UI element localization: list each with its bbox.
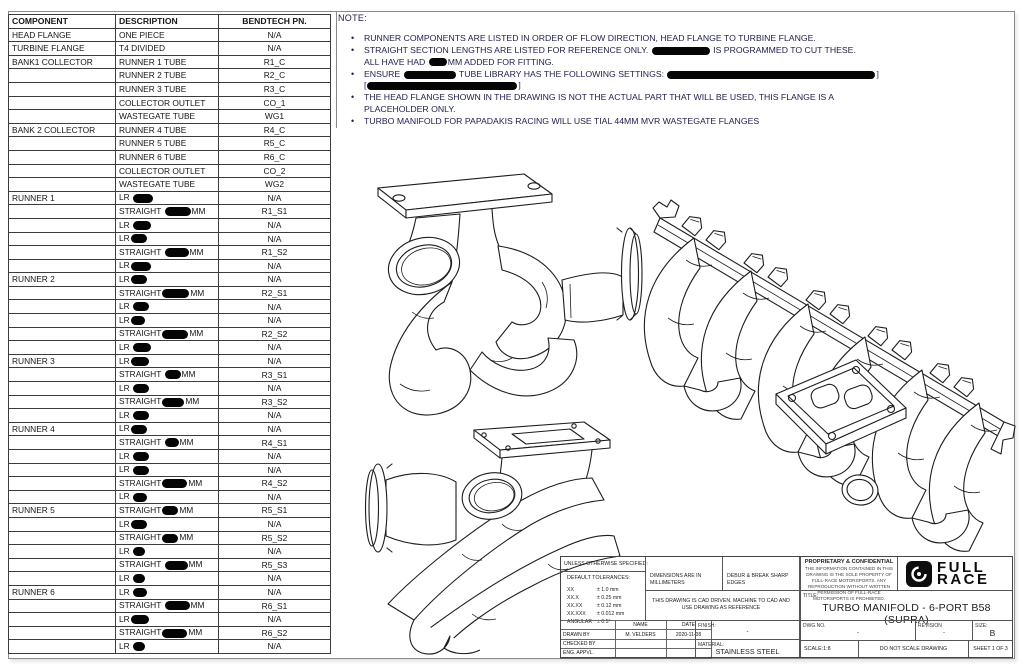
bendtech-pn-cell: N/A — [218, 613, 330, 627]
table-row — [9, 28, 331, 42]
dwg-no-label: DWG NO. — [803, 622, 826, 629]
tolerance-row: XX.X ± 0.25 mm — [567, 595, 622, 602]
bendtech-pn-cell: R6_C — [218, 150, 330, 164]
bendtech-pn-cell: R5_S3 — [218, 558, 330, 572]
description-cell: LR — [115, 259, 218, 273]
redacted-text — [165, 248, 189, 257]
do-not-scale-cell — [858, 640, 969, 658]
bendtech-pn-cell: R2_S1 — [218, 286, 330, 300]
bendtech-pn-cell: N/A — [218, 450, 330, 464]
table-row — [9, 286, 331, 300]
bendtech-pn-cell: R6_S2 — [218, 626, 330, 640]
bendtech-pn-cell: N/A — [218, 28, 330, 42]
finish-value: - — [746, 629, 749, 635]
name-header: NAME — [615, 621, 666, 630]
notes-list — [338, 33, 1010, 127]
table-row — [9, 450, 331, 464]
note-item: • ENSURE TUBE LIBRARY HAS THE FOLLOWING SETTINGS: ] [ ] — [338, 69, 1010, 92]
component-cell: BANK 2 COLLECTOR — [9, 123, 116, 137]
component-cell — [9, 300, 116, 314]
default-tolerances-label: DEFAULT TOLERANCES: — [567, 575, 631, 581]
bendtech-pn-cell: N/A — [218, 640, 330, 654]
redacted-text — [133, 194, 153, 203]
redacted-text — [133, 466, 149, 475]
table-row — [9, 82, 331, 96]
table-row — [9, 327, 331, 341]
bendtech-pn-cell: R4_S1 — [218, 436, 330, 450]
table-row — [9, 164, 331, 178]
notes-block — [338, 13, 1010, 128]
component-cell: RUNNER 2 — [9, 273, 116, 287]
table-row — [9, 96, 331, 110]
redacted-text — [131, 316, 145, 325]
sheet-number: SHEET 1 OF 3 — [973, 646, 1008, 652]
revision-label: REVISION — [918, 622, 942, 629]
bendtech-pn-cell: R1_S2 — [218, 246, 330, 260]
component-cell — [9, 69, 116, 83]
redacted-text — [131, 615, 149, 624]
notes-label: NOTE: — [338, 13, 368, 23]
table-row — [9, 490, 331, 504]
redacted-text — [131, 520, 147, 529]
description-cell: RUNNER 5 TUBE — [115, 137, 218, 151]
table-row — [9, 517, 331, 531]
table-header-row — [9, 15, 331, 29]
component-cell — [9, 286, 116, 300]
redacted-text — [165, 207, 191, 216]
description-cell: LR — [115, 232, 218, 246]
description-cell: T4 DIVIDED — [115, 42, 218, 56]
checked-by-label: CHECKED BY — [561, 639, 616, 648]
table-row — [9, 191, 331, 205]
redacted-text — [131, 262, 151, 271]
component-cell — [9, 599, 116, 613]
bendtech-pn-cell: R5_C — [218, 137, 330, 151]
redacted-text — [133, 493, 147, 502]
table-row — [9, 123, 331, 137]
redacted-text — [131, 275, 147, 284]
bendtech-pn-cell: N/A — [218, 382, 330, 396]
bendtech-pn-cell: N/A — [218, 42, 330, 56]
material-value: STAINLESS STEEL — [715, 647, 780, 656]
component-cell — [9, 150, 116, 164]
table-row — [9, 558, 331, 572]
description-cell: STRAIGHT MM — [115, 599, 218, 613]
table-row — [9, 314, 331, 328]
table-row — [9, 300, 331, 314]
component-cell — [9, 572, 116, 586]
redacted-text — [162, 479, 187, 488]
redacted-text — [133, 221, 151, 230]
component-cell — [9, 341, 116, 355]
redacted-text — [133, 411, 149, 420]
component-cell — [9, 477, 116, 491]
description-cell: LR — [115, 354, 218, 368]
component-table-body — [9, 28, 331, 653]
redacted-text — [165, 601, 190, 610]
description-cell: LR — [115, 218, 218, 232]
material-label: MATERIAL: — [698, 641, 725, 648]
table-row — [9, 55, 331, 69]
description-cell: LR — [115, 314, 218, 328]
bendtech-pn-cell: R2_S2 — [218, 327, 330, 341]
component-cell — [9, 517, 116, 531]
bendtech-pn-cell: WG2 — [218, 178, 330, 192]
description-cell: STRAIGHT MM — [115, 477, 218, 491]
component-cell — [9, 110, 116, 124]
description-cell: LR — [115, 382, 218, 396]
bendtech-pn-cell: R2_C — [218, 69, 330, 83]
table-row — [9, 69, 331, 83]
size-cell — [972, 620, 1013, 641]
description-cell: LR — [115, 572, 218, 586]
table-row — [9, 395, 331, 409]
size-value: B — [989, 628, 996, 638]
description-cell: STRAIGHT MM — [115, 368, 218, 382]
description-cell: LR — [115, 300, 218, 314]
table-row — [9, 436, 331, 450]
redacted-text — [162, 289, 189, 298]
redacted-text — [162, 629, 187, 638]
component-cell: TURBINE FLANGE — [9, 42, 116, 56]
bendtech-pn-cell: N/A — [218, 572, 330, 586]
drawing-title: TURBO MANIFOLD - 6-PORT B58 (SUPRA) — [822, 602, 991, 626]
description-cell: RUNNER 1 TUBE — [115, 55, 218, 69]
debur-note-cell — [722, 556, 800, 591]
description-cell: LR — [115, 191, 218, 205]
bendtech-pn-cell: N/A — [218, 545, 330, 559]
date-header: DATE — [666, 621, 711, 630]
finish-label: FINISH: — [698, 622, 716, 629]
bendtech-pn-cell: N/A — [218, 517, 330, 531]
description-cell: STRAIGHT MM — [115, 558, 218, 572]
description-cell: LR — [115, 517, 218, 531]
description-cell: LR — [115, 463, 218, 477]
full-race-logo — [906, 558, 990, 588]
scale-cell — [800, 640, 859, 658]
col-header-bendtech-pn: BENDTECH PN. — [218, 15, 330, 29]
description-cell: LR — [115, 585, 218, 599]
bendtech-pn-cell: N/A — [218, 218, 330, 232]
description-cell: STRAIGHT MM — [115, 395, 218, 409]
component-cell — [9, 327, 116, 341]
component-cell: RUNNER 1 — [9, 191, 116, 205]
table-row — [9, 150, 331, 164]
bendtech-pn-cell: N/A — [218, 191, 330, 205]
bendtech-pn-cell: R3_S1 — [218, 368, 330, 382]
bendtech-pn-cell: N/A — [218, 463, 330, 477]
bendtech-pn-cell: R5_S1 — [218, 504, 330, 518]
description-cell: ONE PIECE — [115, 28, 218, 42]
component-cell — [9, 545, 116, 559]
table-row — [9, 137, 331, 151]
brand-word-full: FULL — [937, 558, 986, 576]
component-cell — [9, 409, 116, 423]
title-label: TITLE: — [803, 592, 819, 599]
drawn-by-name: M. VELDERS — [615, 630, 666, 639]
table-row — [9, 504, 331, 518]
unless-otherwise-label: UNLESS OTHERWISE SPECIFIED: — [564, 561, 648, 567]
bendtech-pn-cell: N/A — [218, 490, 330, 504]
tolerance-row: ANGULAR ± 0.5° — [567, 619, 611, 626]
proprietary-title: PROPRIETARY & CONFIDENTIAL — [804, 559, 894, 565]
description-cell: RUNNER 6 TUBE — [115, 150, 218, 164]
component-table — [8, 14, 331, 654]
bendtech-pn-cell: N/A — [218, 314, 330, 328]
description-cell: STRAIGHT MM — [115, 436, 218, 450]
table-row — [9, 178, 331, 192]
description-cell: STRAIGHT MM — [115, 504, 218, 518]
material-cell — [695, 639, 800, 658]
redacted-text — [133, 302, 149, 311]
component-cell — [9, 640, 116, 654]
bendtech-pn-cell: N/A — [218, 341, 330, 355]
redacted-text — [165, 370, 181, 379]
description-cell: STRAIGHT MM — [115, 205, 218, 219]
table-row — [9, 218, 331, 232]
note-item: • TURBO MANIFOLD FOR PAPADAKIS RACING WILL USE TIAL 44MM MVR WASTEGATE FLANGES — [338, 116, 1010, 127]
redacted-text — [652, 47, 710, 55]
component-cell — [9, 450, 116, 464]
redacted-text — [133, 452, 149, 461]
component-cell: RUNNER 3 — [9, 354, 116, 368]
table-row — [9, 409, 331, 423]
tolerance-row: XX ± 1.0 mm — [567, 587, 619, 593]
redacted-text — [165, 561, 188, 570]
note-item: • RUNNER COMPONENTS ARE LISTED IN ORDER OF FLOW DIRECTION, HEAD FLANGE TO TURBINE FLANGE. — [338, 33, 1010, 44]
do-not-scale-note: DO NOT SCALE DRAWING — [879, 646, 948, 652]
description-cell: LR — [115, 613, 218, 627]
component-cell — [9, 531, 116, 545]
component-cell — [9, 232, 116, 246]
bendtech-pn-cell: R3_C — [218, 82, 330, 96]
component-cell — [9, 96, 116, 110]
revision-value: - — [943, 630, 945, 636]
full-race-turbo-icon — [906, 561, 932, 587]
table-row — [9, 273, 331, 287]
component-cell — [9, 463, 116, 477]
bendtech-pn-cell: N/A — [218, 422, 330, 436]
description-cell: LR — [115, 545, 218, 559]
table-row — [9, 599, 331, 613]
component-cell: RUNNER 5 — [9, 504, 116, 518]
redacted-text — [165, 438, 179, 447]
bendtech-pn-cell: N/A — [218, 300, 330, 314]
bendtech-pn-cell: N/A — [218, 585, 330, 599]
redacted-text — [133, 574, 145, 583]
eng-appvl-label: ENG. APPVL. — [561, 649, 616, 658]
table-row — [9, 572, 331, 586]
description-cell: LR — [115, 450, 218, 464]
table-row — [9, 626, 331, 640]
dimensions-note-cell — [645, 556, 723, 591]
component-cell — [9, 490, 116, 504]
component-cell: BANK1 COLLECTOR — [9, 55, 116, 69]
bendtech-pn-cell: R1_C — [218, 55, 330, 69]
redacted-text — [133, 588, 147, 597]
debur-note: DEBUR & BREAK SHARP EDGES — [727, 573, 789, 586]
redacted-text — [133, 384, 149, 393]
scale-value: SCALE:1:8 — [804, 646, 831, 652]
cad-note-cell — [645, 590, 800, 621]
redacted-text — [133, 642, 145, 651]
component-cell — [9, 205, 116, 219]
table-row — [9, 477, 331, 491]
note-item: • STRAIGHT SECTION LENGTHS ARE LISTED FOR REFERENCE ONLY. IS PROGRAMMED TO CUT THESE. ALL HAVE HAD MM ADDED FOR FITTING. — [338, 45, 1010, 68]
redacted-text — [404, 71, 456, 79]
tolerance-row: XX.XX ± 0.12 mm — [567, 603, 622, 610]
notes-left-border — [336, 11, 337, 128]
table-row — [9, 42, 331, 56]
component-cell — [9, 613, 116, 627]
brand-word-race: RACE — [937, 571, 990, 588]
bendtech-pn-cell: CO_1 — [218, 96, 330, 110]
table-row — [9, 585, 331, 599]
table-row — [9, 463, 331, 477]
redacted-text — [131, 234, 147, 243]
dwg-no-value: - — [857, 630, 859, 636]
component-cell — [9, 314, 116, 328]
description-cell: RUNNER 3 TUBE — [115, 82, 218, 96]
unless-otherwise-cell — [560, 556, 646, 572]
col-header-description: DESCRIPTION — [115, 15, 218, 29]
table-row — [9, 259, 331, 273]
dwg-no-cell — [800, 620, 916, 641]
revision-cell — [915, 620, 973, 641]
description-cell: STRAIGHT MM — [115, 626, 218, 640]
tolerances-cell — [560, 571, 646, 626]
table-row — [9, 545, 331, 559]
description-cell: STRAIGHT MM — [115, 327, 218, 341]
description-cell: LR — [115, 422, 218, 436]
bendtech-pn-cell: N/A — [218, 232, 330, 246]
component-cell — [9, 218, 116, 232]
description-cell: WASTEGATE TUBE — [115, 178, 218, 192]
redacted-text — [133, 343, 151, 352]
component-cell — [9, 395, 116, 409]
bendtech-pn-cell: R4_C — [218, 123, 330, 137]
description-cell: LR — [115, 341, 218, 355]
redacted-text — [133, 547, 145, 556]
note-item: • THE HEAD FLANGE SHOWN IN THE DRAWING IS NOT THE ACTUAL PART THAT WILL BE USED, THIS FLANGE IS A PLACEHOLDER ONLY. — [338, 92, 1010, 115]
table-row — [9, 110, 331, 124]
bendtech-pn-cell: CO_2 — [218, 164, 330, 178]
description-cell: STRAIGHT MM — [115, 286, 218, 300]
component-cell — [9, 626, 116, 640]
component-cell — [9, 246, 116, 260]
component-cell — [9, 368, 116, 382]
component-cell — [9, 436, 116, 450]
proprietary-body: THE INFORMATION CONTAINED IN THIS DRAWING IS THE SOLE PROPERTY OF FULL-RACE MOTORSPORTS. ANY REPRODUCTION WITHOUT WRITTEN PERMISSION OF FULL-RACE MOTORSPORTS IS PROHIBITED. — [805, 566, 893, 601]
description-cell: LR — [115, 490, 218, 504]
redacted-text — [667, 71, 875, 79]
bendtech-pn-cell: R4_S2 — [218, 477, 330, 491]
bendtech-pn-cell: R6_S1 — [218, 599, 330, 613]
bendtech-pn-cell: WG1 — [218, 110, 330, 124]
redacted-text — [131, 425, 147, 434]
table-row — [9, 640, 331, 654]
table-row — [9, 368, 331, 382]
component-cell: RUNNER 6 — [9, 585, 116, 599]
col-header-component: COMPONENT — [9, 15, 116, 29]
description-cell: STRAIGHT MM — [115, 531, 218, 545]
component-cell — [9, 137, 116, 151]
bendtech-pn-cell: N/A — [218, 273, 330, 287]
bendtech-pn-cell: R3_S2 — [218, 395, 330, 409]
table-row — [9, 341, 331, 355]
redacted-text — [162, 534, 178, 543]
table-row — [9, 531, 331, 545]
redacted-text — [162, 506, 178, 515]
logo-cell — [897, 556, 1013, 591]
component-cell — [9, 164, 116, 178]
table-row — [9, 246, 331, 260]
drawn-by-label: DRAWN BY — [561, 630, 616, 639]
component-cell — [9, 259, 116, 273]
drawn-by-date: 2020-11-08 — [666, 630, 711, 639]
manifold-main-view-drawing — [648, 168, 1016, 560]
component-cell — [9, 82, 116, 96]
description-cell: LR — [115, 273, 218, 287]
table-row — [9, 354, 331, 368]
signature-table — [560, 620, 712, 659]
bendtech-pn-cell: N/A — [218, 409, 330, 423]
component-cell — [9, 558, 116, 572]
description-cell: LR — [115, 409, 218, 423]
component-cell — [9, 178, 116, 192]
redacted-text — [162, 398, 184, 407]
description-cell: STRAIGHT MM — [115, 246, 218, 260]
table-row — [9, 382, 331, 396]
description-cell: LR — [115, 640, 218, 654]
description-cell: WASTEGATE TUBE — [115, 110, 218, 124]
size-label: SIZE: — [975, 622, 988, 629]
redacted-text — [131, 357, 149, 366]
redacted-text — [367, 82, 517, 90]
description-cell: COLLECTOR OUTLET — [115, 164, 218, 178]
bendtech-pn-cell: N/A — [218, 259, 330, 273]
sheet-cell — [968, 640, 1013, 658]
redacted-text — [429, 58, 447, 66]
table-row — [9, 613, 331, 627]
cad-note: THIS DRAWING IS CAD DRIVEN. MACHINE TO CAD AND USE DRAWING AS REFERENCE — [652, 598, 790, 611]
description-cell: RUNNER 4 TUBE — [115, 123, 218, 137]
table-row — [9, 232, 331, 246]
bendtech-pn-cell: R5_S2 — [218, 531, 330, 545]
bendtech-pn-cell: R1_S1 — [218, 205, 330, 219]
tolerance-row: XX.XXX ± 0.012 mm — [567, 611, 625, 618]
finish-cell — [695, 620, 800, 640]
description-cell: RUNNER 2 TUBE — [115, 69, 218, 83]
table-row — [9, 205, 331, 219]
collector-view-1-drawing — [352, 162, 652, 420]
bendtech-pn-cell: N/A — [218, 354, 330, 368]
table-row — [9, 422, 331, 436]
component-cell: HEAD FLANGE — [9, 28, 116, 42]
component-cell: RUNNER 4 — [9, 422, 116, 436]
redacted-text — [162, 330, 188, 339]
description-cell: COLLECTOR OUTLET — [115, 96, 218, 110]
component-cell — [9, 382, 116, 396]
dimensions-note: DIMENSIONS ARE IN MILLIMETERS — [650, 573, 702, 586]
